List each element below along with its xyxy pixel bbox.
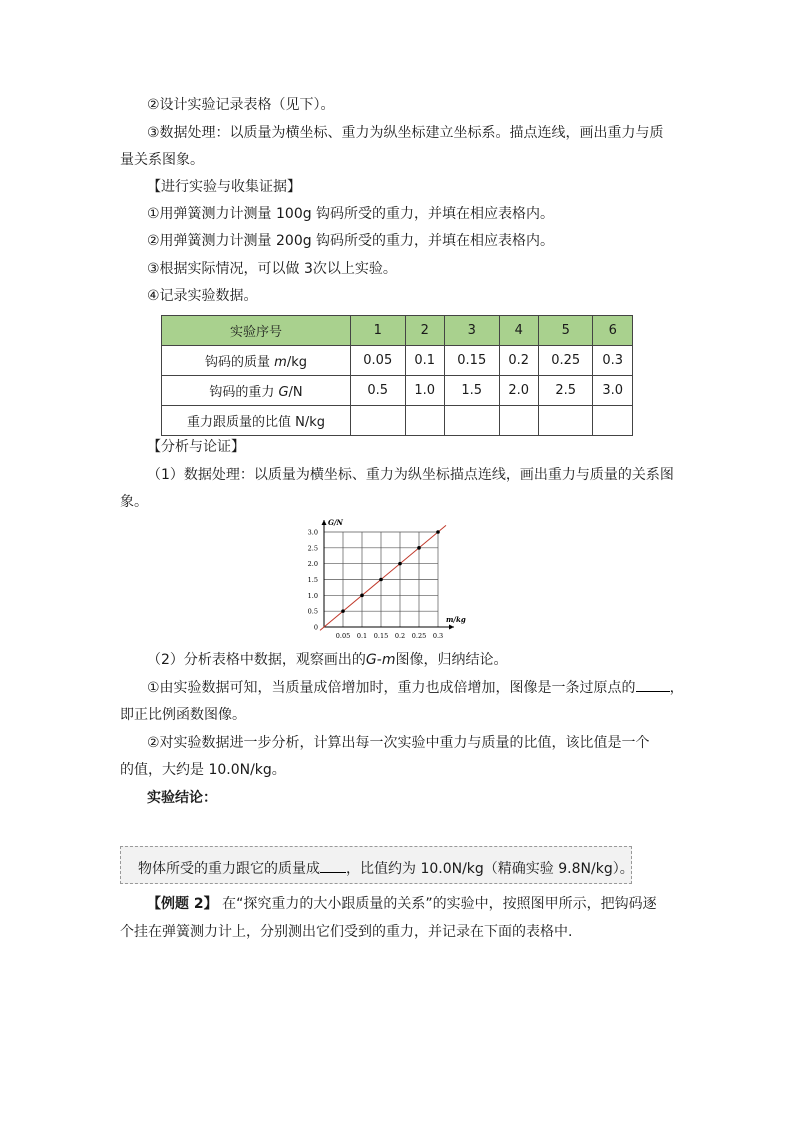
x-tick-label: 0.2 (394, 632, 406, 640)
row-label-symbol: G (278, 385, 289, 400)
ratio-analysis-cont: 的值，大约是 10.0N/kg。 (120, 762, 286, 778)
step-measure-200g: ②用弹簧测力计测量 200g 钩码所受的重力，并填在相应表格内。 (147, 233, 555, 249)
conclusion-line-cont: 即正比例函数图像。 (120, 707, 246, 723)
analysis-step-2-text-end: 图像，归纳结论。 (395, 652, 508, 668)
analysis-step-1-cont: 象。 (120, 494, 148, 510)
table-row-ratio (162, 406, 633, 436)
data-point (341, 609, 345, 613)
table-cell: 0.5 (351, 376, 406, 406)
table-cell-empty (538, 406, 593, 436)
table-cell: 0.25 (538, 346, 593, 376)
y-tick-label: 0 (313, 623, 318, 632)
g-m-label: G-m (365, 652, 396, 668)
row-label-weight (162, 376, 351, 406)
y-axis-label: G/N (328, 518, 343, 527)
row-label-text: 钩码的质量 (205, 355, 275, 370)
x-tick-label: 0.1 (356, 632, 368, 640)
table-cell: 0.2 (499, 346, 538, 376)
table-cell: 1.5 (444, 376, 499, 406)
y-tick-label: 3.0 (307, 528, 318, 537)
table-header-cell: 2 (405, 316, 444, 346)
table-header-cell: 5 (538, 316, 593, 346)
table-cell-empty (593, 406, 633, 436)
y-tick-label: 2.0 (307, 560, 318, 569)
table-header-row (162, 316, 633, 346)
example-2-line (147, 894, 657, 914)
conclusion-line-proportional (147, 677, 684, 698)
row-label-text: 钩码的重力 (209, 385, 279, 400)
x-tick-label: 0.3 (432, 632, 444, 640)
table-header-cell: 3 (444, 316, 499, 346)
step-measure-100g: ①用弹簧测力计测量 100g 钩码所受的重力，并填在相应表格内。 (147, 206, 555, 222)
conclusion-box-text-b: ，比值约为 10.0N/kg（精确实验 9.8N/kg）。 (346, 861, 634, 877)
table-row-mass (162, 346, 633, 376)
row-label-symbol: m (274, 355, 287, 370)
table-row-weight (162, 376, 633, 406)
fill-blank[interactable] (320, 858, 346, 873)
table-header-cell: 4 (499, 316, 538, 346)
conclusion-box-text (138, 858, 634, 878)
x-tick-label: 0.15 (373, 632, 389, 640)
conclusion-box-text-a: 物体所受的重力跟它的质量成 (138, 861, 320, 877)
fill-blank[interactable] (636, 677, 670, 692)
data-point (379, 578, 383, 582)
section-heading-experiment: 【进行实验与收集证据】 (147, 179, 301, 195)
step-data-processing-cont: 量关系图象。 (120, 152, 204, 168)
table-cell-empty (444, 406, 499, 436)
ratio-analysis: ②对实验数据进一步分析，计算出每一次实验中重力与质量的比值，该比值是一个 (147, 735, 650, 751)
row-label-unit: /kg (286, 355, 307, 370)
section-heading-analysis: 【分析与论证】 (147, 439, 245, 455)
step-design-table: ②设计实验记录表格（见下）。 (147, 97, 335, 113)
table-cell-empty (499, 406, 538, 436)
step-record-data: ④记录实验数据。 (147, 288, 258, 304)
table-header-cell: 实验序号 (162, 316, 351, 346)
table-cell: 0.3 (593, 346, 633, 376)
table-cell: 1.0 (405, 376, 444, 406)
table-cell: 0.05 (351, 346, 406, 376)
y-tick-label: 2.5 (307, 544, 318, 553)
experiment-conclusion-heading: 实验结论： (147, 790, 217, 806)
y-tick-label: 0.5 (307, 607, 318, 616)
experiment-data-table (161, 315, 633, 436)
chart-series (320, 525, 446, 630)
x-tick-label: 0.25 (411, 632, 427, 640)
fit-line (320, 525, 446, 630)
analysis-step-1: （1）数据处理：以质量为横坐标、重力为纵坐标描点连线，画出重力与质量的关系图 (147, 467, 674, 483)
x-axis-label: m/kg (446, 615, 466, 624)
table-cell: 3.0 (593, 376, 633, 406)
conclusion-text: ①由实验数据可知，当质量成倍增加时，重力也成倍增加，图像是一条过原点的 (147, 680, 636, 696)
row-label-ratio: 重力跟质量的比值 N/kg (162, 406, 351, 436)
conclusion-box (120, 846, 632, 884)
table-header-cell: 1 (351, 316, 406, 346)
x-tick-label: 0.05 (335, 632, 351, 640)
table-header-cell: 6 (593, 316, 633, 346)
data-point (417, 546, 421, 550)
g-m-chart (292, 512, 472, 642)
example-2-line-cont: 个挂在弹簧测力计上，分别测出它们受到的重力，并记录在下面的表格中. (120, 924, 573, 940)
y-tick-label: 1.0 (307, 591, 318, 600)
row-label-mass (162, 346, 351, 376)
table-cell: 0.1 (405, 346, 444, 376)
row-label-unit: /N (288, 385, 303, 400)
analysis-step-2 (147, 650, 507, 670)
table-cell: 2.5 (538, 376, 593, 406)
example-2-text: 在“探究重力的大小跟质量的关系”的实验中，按照图甲所示，把钩码逐 (222, 896, 657, 912)
y-tick-label: 1.5 (307, 576, 318, 584)
table-cell-empty (351, 406, 406, 436)
data-point (360, 594, 364, 598)
example-2-label: 【例题 2】 (147, 896, 218, 912)
y-axis-arrow (322, 520, 327, 525)
data-point (398, 562, 402, 566)
step-data-processing: ③数据处理：以质量为横坐标、重力为纵坐标建立坐标系。描点连线，画出重力与质 (147, 125, 664, 141)
conclusion-comma: ， (669, 680, 684, 696)
x-axis-arrow (449, 625, 454, 630)
table-cell: 2.0 (499, 376, 538, 406)
step-more-trials: ③根据实际情况，可以做 3次以上实验。 (147, 261, 397, 277)
table-cell-empty (405, 406, 444, 436)
data-point (436, 530, 440, 534)
analysis-step-2-text: （2）分析表格中数据，观察画出的 (147, 652, 366, 668)
table-cell: 0.15 (444, 346, 499, 376)
